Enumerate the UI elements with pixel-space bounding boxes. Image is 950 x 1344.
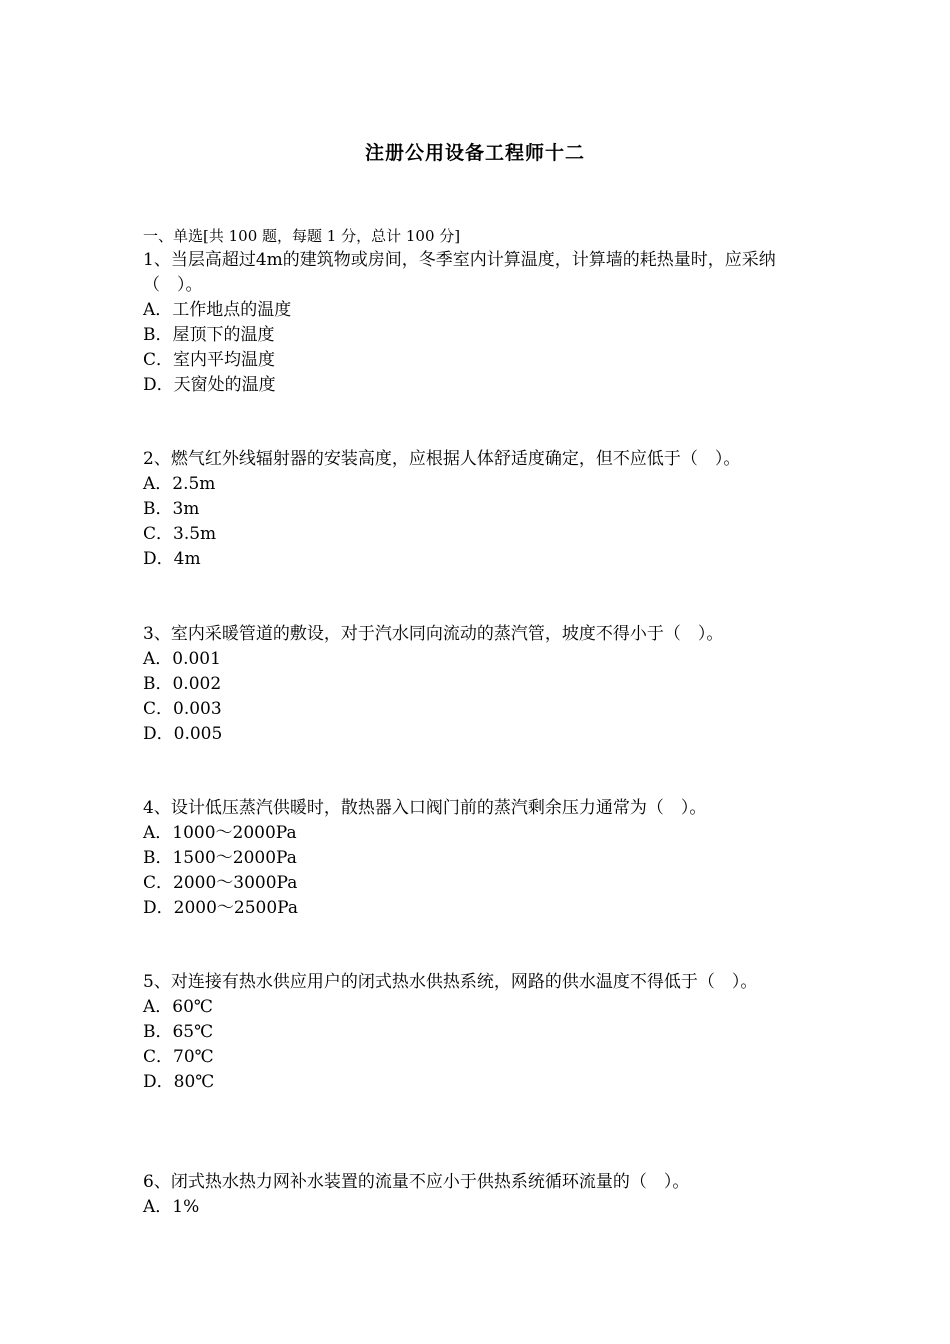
option-a: A．1000～2000Pa (143, 823, 297, 843)
question-1 (143, 248, 813, 398)
question-text: 6、闭式热水热力网补水装置的流量不应小于供热系统循环流量的（ ）。 (143, 1172, 690, 1192)
option-d: D．80℃ (143, 1072, 215, 1092)
question-5 (143, 970, 813, 1095)
question-text: 3、室内采暖管道的敷设，对于汽水同向流动的蒸汽管，坡度不得小于（ ）。 (143, 624, 724, 644)
option-c: C．室内平均温度 (143, 350, 276, 370)
section-header: 一、单选[共 100 题，每题 1 分，总计 100 分] (143, 227, 461, 245)
option-c: C．2000～3000Pa (143, 873, 298, 893)
option-d: D．天窗处的温度 (143, 375, 276, 395)
question-2 (143, 447, 813, 572)
question-text: 5、对连接有热水供应用户的闭式热水供热系统，网路的供水温度不得低于（ ）。 (143, 972, 758, 992)
option-b: B．屋顶下的温度 (143, 325, 275, 345)
option-d: D．4m (143, 549, 201, 569)
option-a: A．工作地点的温度 (143, 300, 292, 320)
question-6 (143, 1170, 813, 1220)
option-a: A．1% (143, 1197, 200, 1217)
option-a: A．60℃ (143, 997, 213, 1017)
document-title: 注册公用设备工程师十二 (364, 142, 585, 164)
option-a: A．2.5m (143, 474, 216, 494)
option-b: B．0.002 (143, 674, 222, 694)
question-3 (143, 622, 813, 747)
option-a: A．0.001 (143, 649, 221, 669)
option-b: B．65℃ (143, 1022, 214, 1042)
option-b: B．3m (143, 499, 200, 519)
option-c: C．70℃ (143, 1047, 214, 1067)
option-c: C．0.003 (143, 699, 222, 719)
question-text: 1、当层高超过4m的建筑物或房间，冬季室内计算温度，计算墙的耗热量时，应采纳（ ）。 (143, 250, 776, 295)
question-text: 2、燃气红外线辐射器的安装高度，应根据人体舒适度确定，但不应低于（ ）。 (143, 449, 741, 469)
option-c: C．3.5m (143, 524, 217, 544)
option-b: B．1500～2000Pa (143, 848, 297, 868)
option-d: D．2000～2500Pa (143, 898, 298, 918)
question-4 (143, 796, 813, 921)
question-text: 4、设计低压蒸汽供暖时，散热器入口阀门前的蒸汽剩余压力通常为（ ）。 (143, 798, 707, 818)
option-d: D．0.005 (143, 724, 223, 744)
